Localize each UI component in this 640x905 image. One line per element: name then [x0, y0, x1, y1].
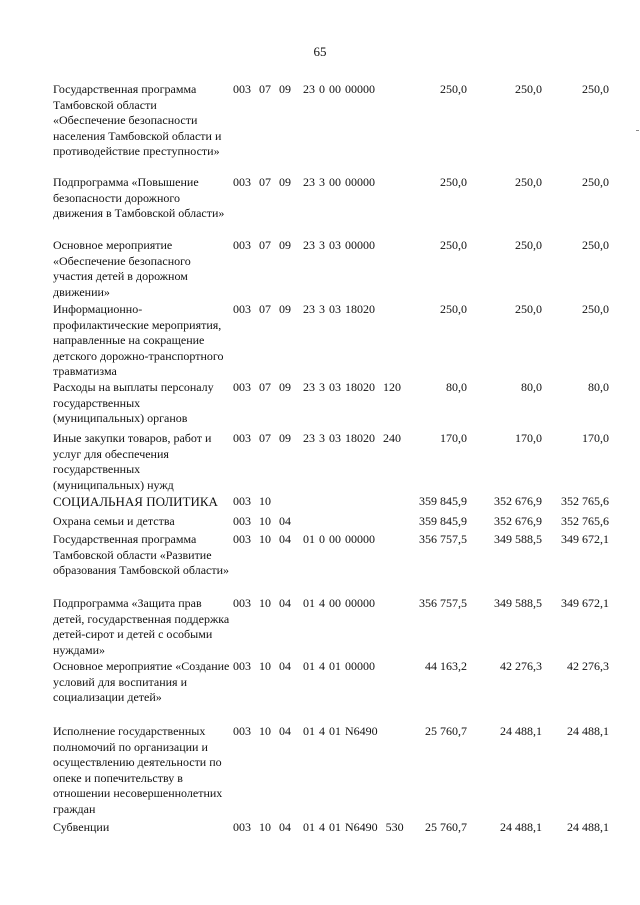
row-value-3: 250,0: [582, 238, 609, 252]
row-value-1: 250,0: [440, 302, 467, 316]
row-name: Государственная программа Тамбовской области «Развитие образования Тамбовской области»: [53, 532, 230, 577]
row-value-2: 250,0: [515, 302, 542, 316]
row-code: 003 10 04 01 4 01 N6490 530: [233, 820, 404, 834]
row-value-1: 359 845,9: [419, 514, 467, 528]
row-code: 003 10: [233, 494, 271, 508]
row-value-1: 250,0: [440, 238, 467, 252]
row-value-1: 44 163,2: [425, 659, 467, 673]
row-value-3: 24 488,1: [567, 820, 609, 834]
row-code: 003 07 09 23 3 00 00000: [233, 175, 375, 189]
row-value-2: 80,0: [521, 380, 542, 394]
row-value-1: 25 760,7: [425, 724, 467, 738]
row-name: Расходы на выплаты персоналу государственных (муниципальных) органов: [53, 380, 214, 425]
row-value-1: 250,0: [440, 175, 467, 189]
row-value-2: 250,0: [515, 238, 542, 252]
row-value-2: 250,0: [515, 175, 542, 189]
row-value-2: 352 676,9: [494, 494, 542, 508]
row-name: Исполнение государственных полномочий по организации и осуществлению деятельности по опеке и попечительству в отношении несовершеннолетних граждан: [53, 724, 223, 816]
row-value-3: 42 276,3: [567, 659, 609, 673]
row-value-3: 250,0: [582, 302, 609, 316]
page-number: 65: [313, 44, 327, 59]
row-code: 003 10 04 01 4 01 N6490: [233, 724, 378, 738]
row-value-3: 352 765,6: [561, 494, 609, 508]
row-name: Подпрограмма «Защита прав детей, государственная поддержка детей-сирот и детей с особыми нуждами»: [53, 596, 230, 657]
row-value-3: 24 488,1: [567, 724, 609, 738]
row-value-3: 349 672,1: [561, 532, 609, 546]
row-value-1: 80,0: [446, 380, 467, 394]
row-name: Информационно-профилактические мероприятия, направленные на сокращение детского дорожно-транспортного травматизма: [53, 302, 224, 378]
row-value-3: 80,0: [588, 380, 609, 394]
row-code: 003 07 09 23 3 03 00000: [233, 238, 375, 252]
row-value-1: 25 760,7: [425, 820, 467, 834]
row-code: 003 07 09 23 3 03 18020 240: [233, 431, 401, 445]
row-name: Иные закупки товаров, работ и услуг для обеспечения государственных (муниципальных) нужд: [53, 431, 212, 492]
row-value-2: 349 588,5: [494, 532, 542, 546]
row-value-2: 170,0: [515, 431, 542, 445]
row-name: Субвенции: [53, 820, 110, 834]
row-name: Основное мероприятие «Обеспечение безопасного участия детей в дорожном движении»: [53, 238, 191, 299]
row-value-3: 250,0: [582, 82, 609, 96]
row-value-3: 352 765,6: [561, 514, 609, 528]
row-code: 003 07 09 23 0 00 00000: [233, 82, 375, 96]
row-code: 003 10 04 01 0 00 00000: [233, 532, 375, 546]
row-code: 003 07 09 23 3 03 18020: [233, 302, 375, 316]
row-code: 003 10 04: [233, 514, 291, 528]
row-name: Государственная программа Тамбовской области «Обеспечение безопасности населения Тамбовской области и противодействие преступности»: [53, 82, 222, 158]
row-value-2: 352 676,9: [494, 514, 542, 528]
row-name: Основное мероприятие «Создание условий для воспитания и социализации детей»: [53, 659, 230, 704]
row-value-2: 42 276,3: [500, 659, 542, 673]
row-value-2: 349 588,5: [494, 596, 542, 610]
row-name: Охрана семьи и детства: [53, 514, 175, 528]
row-value-3: 170,0: [582, 431, 609, 445]
row-value-3: 349 672,1: [561, 596, 609, 610]
row-value-1: 359 845,9: [419, 494, 467, 508]
row-name: Подпрограмма «Повышение безопасности дорожного движения в Тамбовской области»: [53, 175, 225, 220]
row-value-2: 250,0: [515, 82, 542, 96]
row-value-2: 24 488,1: [500, 724, 542, 738]
row-value-2: 24 488,1: [500, 820, 542, 834]
row-code: 003 10 04 01 4 00 00000: [233, 596, 375, 610]
row-value-1: 170,0: [440, 431, 467, 445]
row-name: СОЦИАЛЬНАЯ ПОЛИТИКА: [53, 494, 218, 509]
row-value-1: 250,0: [440, 82, 467, 96]
row-value-3: 250,0: [582, 175, 609, 189]
row-code: 003 07 09 23 3 03 18020 120: [233, 380, 401, 394]
row-code: 003 10 04 01 4 01 00000: [233, 659, 375, 673]
row-value-1: 356 757,5: [419, 596, 467, 610]
row-value-1: 356 757,5: [419, 532, 467, 546]
